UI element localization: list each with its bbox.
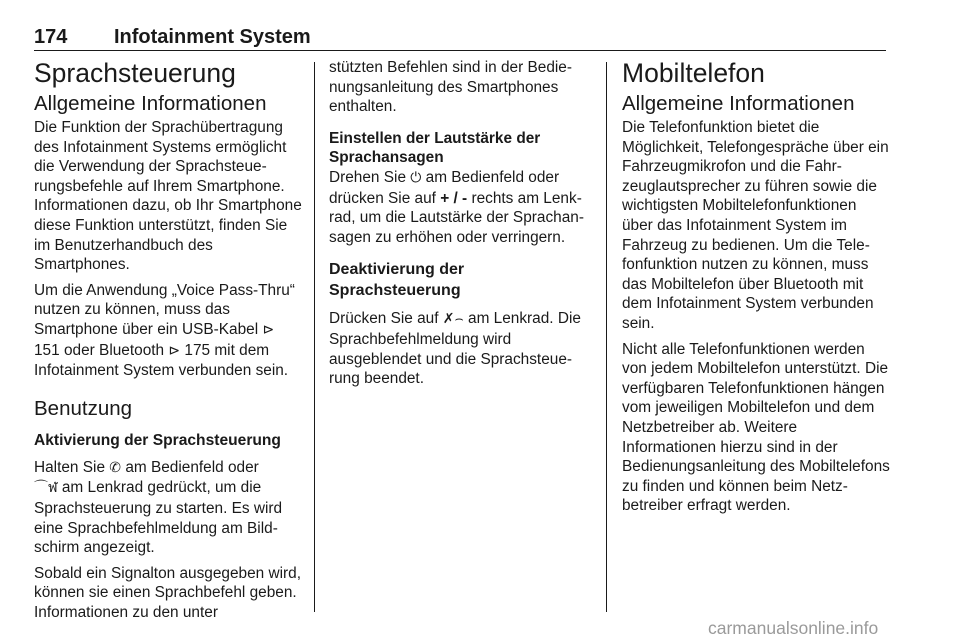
text-run: am Lenkrad gedrückt, um die Sprachsteuerung zu starten. Es wird eine Sprachbefehlmeldung am Bildschirm angezeigt. [34,479,283,557]
text-run: am Bedienfeld oder drücken Sie auf [329,168,560,207]
paragraph-continued: stützten Befehlen sind in der Bedienungsanleitung des Smartphones enthalten. [329,59,572,116]
text-run: am Bedienfeld oder [125,458,259,476]
paragraph-deactivation [329,309,597,388]
section-title-mobiltelefon: Mobiltelefon [622,58,765,88]
paragraph-voice-pass-thru [34,281,302,381]
column-1 [34,58,302,628]
paragraph-intro: Die Funktion der Sprachübertragung des Infotainment Systems ermöglicht die Verwendung der Sprachsteuerungsbefehle auf Ihrem Smartphone. Informationen dazu, ob Ihr Smartphone diese Funktion unterstützt, finden Sie im Benutzerhandbuch des Smartphones. [34,119,302,274]
paragraph-volume [329,168,597,247]
watermark-text: carmanualsonline.info [708,618,879,638]
page-reference-icon: ⊳ [168,342,181,359]
steering-voice-button-icon: ⌒ฬ [34,480,58,497]
text-run: rechts am Lenkrad, um die Lautstärke der Sprachansagen zu erhöhen oder verringern. [329,189,584,246]
header-title: Infotainment System [114,26,311,48]
paragraph-phone-support: Nicht alle Telefonfunktionen werden von jedem Mobiltelefon unterstützt. Die verfügbaren Telefonfunktionen hängen vom jeweiligen Mobiltelefon und dem Netzbetreiber ab. Weitere Informationen hierzu sind in der Bedienungsanleitung des Mobiltelefons zu finden und können beim Netzbetreiber erfragt werden. [622,340,890,515]
text-run: Halten Sie [34,458,106,476]
text-run: Um die Anwendung „Voice Pass-Thru“ nutzen zu können, muss das Smartphone über ein USB-Kabel [34,281,295,338]
heading-volume: Einstellen der Lautstärke der Sprachansagen [329,129,541,167]
subsection-title-general-info: Allgemeine Informationen [34,92,267,115]
text-run: Drehen Sie [329,168,406,186]
paragraph-signal-tone: Sobald ein Signalton ausgegeben wird, können sie einen Sprachbefehl geben. Informationen zu den unter [34,564,301,621]
rotary-knob-icon: ⏻ [410,169,422,186]
page-reference-bluetooth[interactable]: 175 [184,341,211,359]
heading-activation: Aktivierung der Sprachsteuerung [34,431,281,449]
section-title-sprachsteuerung: Sprachsteuerung [34,58,236,88]
volume-button-label: + / - [440,189,468,207]
column-3 [622,58,890,522]
page-number: 174 [34,26,68,48]
end-call-voice-button-icon: ✗⌢ [442,311,464,328]
page-header [34,24,886,51]
paragraph-activation [34,458,302,558]
phone-handset-icon: ✆ [109,459,122,476]
column-2 [329,58,597,395]
paragraph-phone-function: Die Telefonfunktion bietet die Möglichkeit, Telefongespräche über ein Fahrzeugmikrofon und die Fahrzeuglautsprecher zu führen sowie die wichtigsten Mobiltelefonfunktionen über das Infotainment System im Fahrzeug zu bedienen. Um die Telefonfunktion nutzen zu können, muss das Mobiltelefon über Bluetooth mit dem Infotainment System verbunden sein. [622,119,889,332]
subsection-title-usage: Benutzung [34,396,133,420]
subsection-title-general-info-phone: Allgemeine Informationen [622,92,855,115]
column-divider-1 [314,62,315,612]
page-reference-icon: ⊳ [262,321,275,338]
page-reference-usb[interactable]: 151 [34,341,60,359]
heading-deactivation: Deaktivierung der Sprachsteuerung [329,261,465,300]
column-divider-2 [606,62,607,612]
text-run: oder Bluetooth [63,341,165,359]
text-run: mit dem Infotainment System verbunden sein. [34,341,289,380]
text-run: Drücken Sie auf [329,310,439,328]
text-run: am Lenkrad. Die Sprachbefehlmeldung wird ausgeblendet und die Sprachsteuerung beendet. [329,310,581,388]
